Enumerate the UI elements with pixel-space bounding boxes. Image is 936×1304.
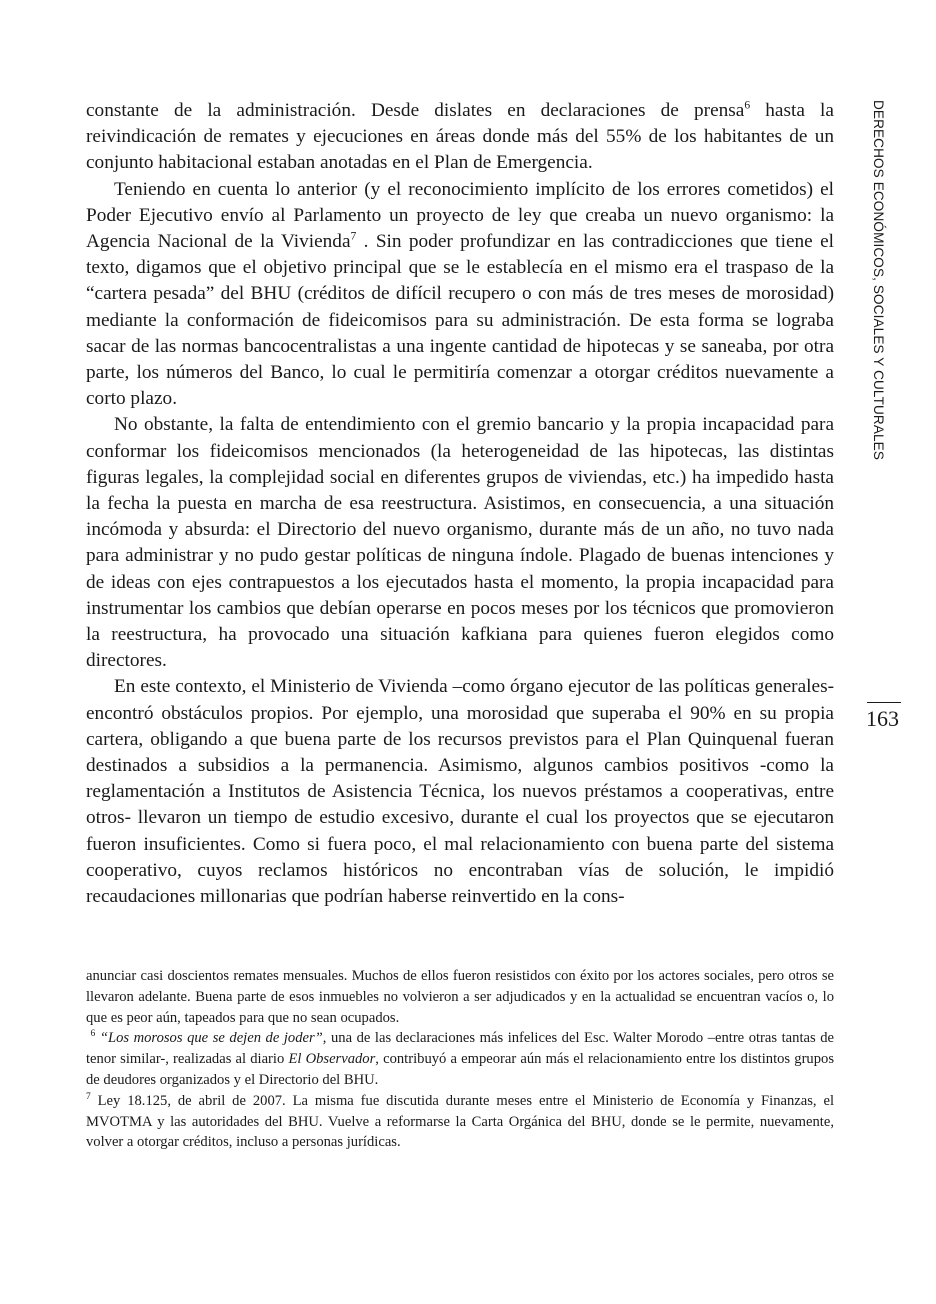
page-number: 163	[866, 706, 899, 731]
footnote-continuation: anunciar casi doscientos remates mensuales. Muchos de ellos fueron resistidos con éxito por los actores sociales, pero otros se llevaron adelante. Buena parte de esos inmuebles no volvieron a ser adjudicados y en la actualidad se encuentran vacíos o, lo que es peor aún, tapeados para que no sean ocupados.	[86, 968, 834, 1026]
page-number-rule	[867, 702, 901, 703]
paragraph-2-text-b: . Sin poder profundizar en las contradicciones que tiene el texto, digamos que el objetivo principal que se le establecía en el mismo era el traspaso de la “cartera pesada” del BHU (créditos de difícil recupero o con más de tres meses de morosidad) mediante la conformación de fideicomisos para su administración. De esta forma se lograba sacar de las normas bancocentralistas a una ingente cantidad de hipotecas y se saneaba, por otra parte, los números del Banco, lo cual le permitiría comenzar a otorgar créditos nuevamente a corto plazo.	[86, 231, 834, 410]
footnote-6-newspaper: El Observador	[288, 1051, 376, 1068]
running-section-title: DERECHOS ECONÓMICOS, SOCIALES Y CULTURALES	[871, 100, 886, 460]
body-text	[86, 98, 834, 910]
footnote-7-number: 7	[86, 1091, 91, 1102]
paragraph-1-text-a: constante de la administración. Desde dislates en declaraciones de prensa	[86, 100, 745, 121]
footnote-6-text-b: , contribuyó a empeorar aún más el relacionamiento entre los distintos grupos de deudores organizados y el Directorio del BHU.	[86, 1051, 834, 1088]
footnote-ref-7: 7	[350, 229, 357, 243]
paragraph-1	[86, 98, 834, 177]
footnotes	[86, 966, 834, 1153]
footnote-6	[86, 1028, 834, 1090]
footnote-7	[86, 1091, 834, 1153]
paragraph-1-text-b: hasta la reivindicación de remates y ejecuciones en áreas donde más del 55% de los habitantes de un conjunto habitacional estaban anotadas en el Plan de Emergencia.	[86, 100, 834, 174]
footnote-6-number: 6	[90, 1029, 96, 1040]
paragraph-2-text-a: Teniendo en cuenta lo anterior (y el reconocimiento implícito de los errores cometidos) el Poder Ejecutivo envío al Parlamento un proyecto de ley que creaba un nuevo organismo: la Agencia Nacional de la Vivienda	[86, 178, 834, 253]
footnote-7-text: Ley 18.125, de abril de 2007. La misma fue discutida durante meses entre el Ministerio de Economía y Finanzas, el MVOTMA y las autoridades del BHU. Vuelve a reformarse la Carta Orgánica del BHU, donde se le permite, nuevamente, volver a otorgar créditos, incluso a personas jurídicas.	[86, 1092, 834, 1151]
paragraph-4: En este contexto, el Ministerio de Vivienda –como órgano ejecutor de las políticas generales- encontró obstáculos propios. Por ejemplo, una morosidad que superaba el 90% en su propia cartera, obligando a que buena parte de los recursos previstos para el Plan Quinquenal fueran destinados a subsidios a la permanencia. Asimismo, algunos cambios positivos -como la reglamentación a Institutos de Asistencia Técnica, los nuevos préstamos a cooperativas, entre otros- llevaron un tiempo de estudio excesivo, durante el cual los proyectos que se ejecutaron fueron insuficientes. Como si fuera poco, el mal relacionamiento con buena parte del sistema cooperativo, cuyos reclamos históricos no encontraban vías de solución, le impidió recaudaciones millonarias que podrían haberse reinvertido en la cons-	[86, 676, 834, 908]
footnote-ref-6: 6	[744, 98, 751, 112]
footnote-6-text-a: , una de las declaraciones más infelices del Esc. Walter Morodo –entre otras tantas de tenor similar-, realizadas al diario	[86, 1030, 834, 1068]
footnote-6-quote: “Los morosos que se dejen de joder”	[99, 1030, 323, 1047]
paragraph-3: No obstante, la falta de entendimiento con el gremio bancario y la propia incapacidad para conformar los fideicomisos mencionados (la heterogeneidad de las hipotecas, las distintas figuras legales, la complejidad social en diferentes grupos de viviendas, etc.) ha impedido hasta la fecha la puesta en marcha de esa reestructura. Asistimos, en consecuencia, a una situación incómoda y absurda: el Directorio del nuevo organismo, durante más de un año, no tuvo nada para administrar y no pudo gestar políticas de ninguna índole. Plagado de buenas intenciones y de ideas con ejes contrapuestos a los ejecutados hasta el momento, la propia incapacidad para instrumentar los cambios que debían operarse en pocos meses por los técnicos que promovieron la reestructura, ha provocado una situación kafkiana para quienes fueron elegidos como directores.	[86, 414, 834, 672]
paragraph-2	[86, 177, 834, 413]
